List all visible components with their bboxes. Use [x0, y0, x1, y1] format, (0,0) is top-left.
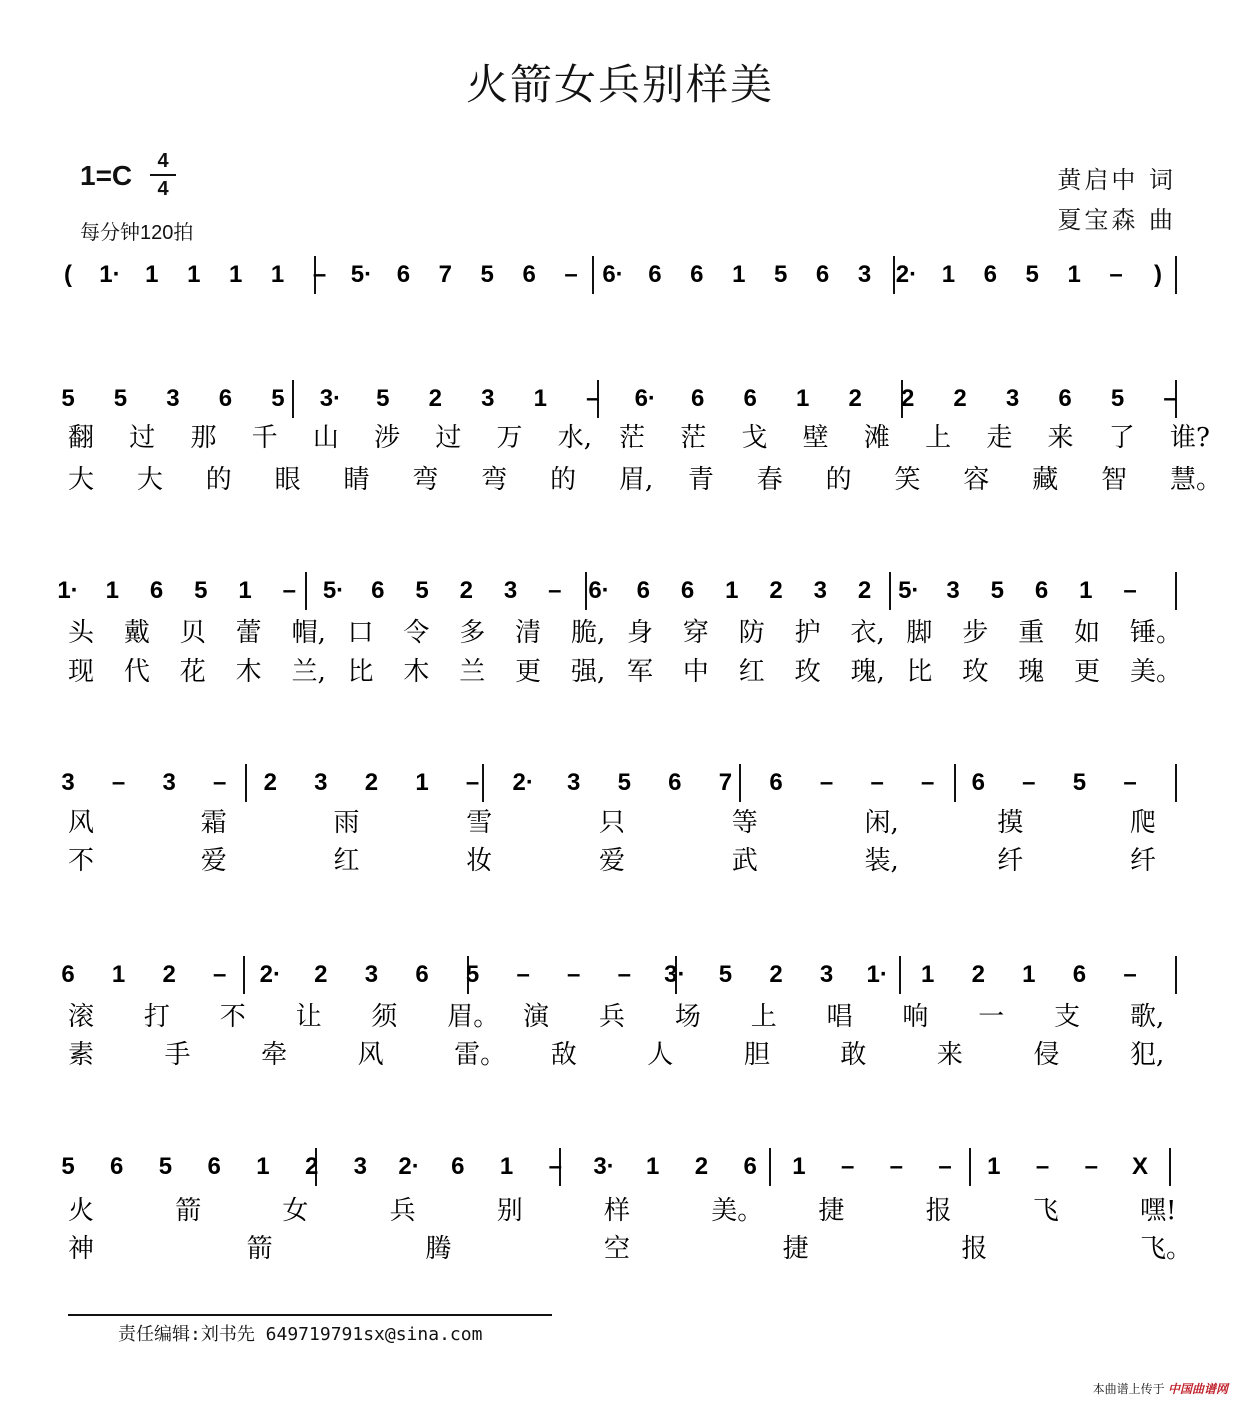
- lyric-verse1: 山: [312, 423, 339, 453]
- jianpu-note: 2: [364, 769, 379, 796]
- lyric-verse1: 不: [219, 1002, 246, 1032]
- jianpu-note: 2: [953, 385, 967, 412]
- jianpu-note: 1: [105, 577, 119, 604]
- jianpu-note: –: [465, 769, 480, 796]
- jianpu-note: 6: [451, 1153, 465, 1180]
- tempo-marking: 每分钟120拍: [80, 222, 194, 244]
- jianpu-note: 1: [792, 1153, 806, 1180]
- jianpu-note: 6: [690, 261, 704, 288]
- jianpu-note: –: [213, 769, 227, 796]
- jianpu-note: 6: [769, 769, 783, 796]
- lyric-verse2: 眉,: [619, 465, 654, 495]
- lyric-verse1: 令: [403, 618, 430, 648]
- jianpu-note: 6·: [602, 261, 624, 288]
- jianpu-note: 3·: [593, 1153, 615, 1180]
- lyric-verse2: 春: [756, 465, 783, 495]
- jianpu-note: ): [1154, 261, 1162, 288]
- jianpu-note: 3: [61, 769, 75, 796]
- lyric-verse1: 女: [282, 1196, 309, 1226]
- jianpu-note: 5: [1072, 769, 1087, 796]
- jianpu-note: 1: [499, 1153, 514, 1180]
- jianpu-note: 5: [194, 577, 208, 604]
- jianpu-note: 5·: [350, 261, 373, 288]
- lyric-verse2: 比: [347, 657, 374, 687]
- score-system-4: [61, 764, 1176, 876]
- jianpu-note: 1: [987, 1153, 1001, 1180]
- lyric-verse1: 摸: [997, 808, 1024, 838]
- lyric-verse1: 脆,: [571, 618, 606, 648]
- jianpu-note: 1: [415, 769, 429, 796]
- jianpu-note: 2: [263, 769, 277, 796]
- jianpu-note: 1: [187, 261, 201, 288]
- lyric-verse1: 霜: [200, 808, 227, 838]
- lyric-verse1: 多: [459, 618, 486, 648]
- jianpu-note: 3: [1005, 385, 1020, 412]
- lyric-verse1: 防: [738, 618, 765, 648]
- lyric-verse1: 场: [674, 1002, 701, 1032]
- jianpu-note: 6: [636, 577, 650, 604]
- jianpu-note: –: [921, 769, 935, 796]
- jianpu-note: 2: [304, 1153, 319, 1180]
- jianpu-note: –: [617, 961, 631, 988]
- lyric-verse2: 更: [515, 657, 542, 687]
- lyric-verse2: 人: [647, 1040, 674, 1070]
- lyricist-credit: 黄启中 词: [1057, 166, 1176, 194]
- jianpu-note: 6: [207, 1153, 221, 1180]
- jianpu-note: –: [282, 577, 296, 604]
- lyric-verse2: 的: [825, 465, 852, 495]
- lyric-verse1: 戴: [123, 618, 150, 648]
- lyric-verse1: 脚: [906, 618, 933, 648]
- jianpu-note: –: [548, 1153, 562, 1180]
- lyric-verse1: 衣,: [850, 618, 885, 648]
- lyric-verse2: 笑: [894, 465, 921, 495]
- lyric-verse1: 滚: [68, 1002, 95, 1032]
- jianpu-note: 6: [743, 385, 757, 412]
- jianpu-note: 1: [229, 261, 243, 288]
- lyric-verse1: 蕾: [235, 618, 262, 648]
- key-signature: 1=C: [80, 160, 133, 191]
- lyric-verse1: 一: [978, 1002, 1005, 1032]
- jianpu-note: 3: [481, 385, 495, 412]
- jianpu-note: –: [840, 1153, 855, 1180]
- jianpu-note: 6: [396, 261, 411, 288]
- lyric-verse2: 侵: [1033, 1040, 1060, 1070]
- lyric-verse2: 红: [333, 846, 360, 876]
- jianpu-note: 3: [162, 769, 176, 796]
- jianpu-note: –: [312, 261, 327, 288]
- footer-rule: [68, 1314, 552, 1316]
- jianpu-note: 2: [848, 385, 862, 412]
- jianpu-note: 6: [1058, 385, 1072, 412]
- score-system-5: [61, 956, 1176, 1070]
- jianpu-note: 6: [1072, 961, 1087, 988]
- jianpu-note: 1: [1079, 577, 1093, 604]
- lyric-verse1: 锤。: [1130, 618, 1183, 648]
- lyric-verse2: 智: [1101, 465, 1128, 495]
- jianpu-note: –: [567, 961, 581, 988]
- lyric-verse1: 唱: [826, 1002, 853, 1032]
- jianpu-note: 6: [1034, 577, 1049, 604]
- jianpu-note: –: [889, 1153, 904, 1180]
- jianpu-note: 7: [718, 769, 733, 796]
- lyric-verse1: 风: [68, 808, 95, 838]
- lyric-verse1: 上: [750, 1002, 777, 1032]
- jianpu-note: 5: [774, 261, 788, 288]
- jianpu-note: 1: [725, 577, 739, 604]
- lyric-verse2: 美。: [1130, 657, 1183, 687]
- lyric-verse1: 报: [925, 1196, 952, 1226]
- lyric-verse1: 打: [143, 1002, 170, 1032]
- time-signature-bottom: 4: [157, 178, 169, 200]
- editor-credit: 责任编辑:刘书先 649719791sx@sina.com: [118, 1324, 483, 1345]
- jianpu-note: 1: [111, 961, 126, 988]
- jianpu-note: 2·: [512, 769, 534, 796]
- score-system-1: [64, 256, 1176, 294]
- lyric-verse2: 报: [961, 1234, 988, 1264]
- lyric-verse2: 现: [68, 657, 95, 687]
- lyric-verse2: 纤: [997, 846, 1024, 876]
- lyric-verse1: 茫: [680, 423, 707, 453]
- jianpu-note: 6: [522, 261, 536, 288]
- jianpu-note: 2: [459, 577, 473, 604]
- lyric-verse1: 眉。: [447, 1002, 500, 1032]
- jianpu-note: 3: [946, 577, 960, 604]
- jianpu-note: –: [1084, 1153, 1098, 1180]
- lyric-verse1: 那: [190, 423, 217, 453]
- jianpu-note: 3: [857, 261, 872, 288]
- lyric-verse1: 雪: [466, 808, 493, 838]
- lyric-verse1: 嘿!: [1140, 1196, 1177, 1226]
- jianpu-note: 5: [465, 961, 480, 988]
- lyric-verse2: 妆: [466, 846, 493, 876]
- lyric-verse1: 闲,: [864, 808, 899, 838]
- jianpu-note: 1: [921, 961, 935, 988]
- jianpu-note: 1: [646, 1153, 660, 1180]
- jianpu-note: 5: [415, 577, 429, 604]
- lyric-verse1: 戈: [741, 423, 768, 453]
- jianpu-note: (: [64, 261, 72, 288]
- time-signature-top: 4: [157, 150, 169, 172]
- jianpu-note: 1: [941, 261, 956, 288]
- jianpu-note: 1: [145, 261, 159, 288]
- jianpu-note: 1: [1067, 261, 1081, 288]
- jianpu-note: 2: [769, 961, 783, 988]
- lyric-verse1: 口: [347, 618, 374, 648]
- lyric-verse1: 身: [626, 618, 653, 648]
- lyric-verse1: 过: [129, 423, 156, 453]
- jianpu-note: 2: [428, 385, 443, 412]
- lyric-verse1: 兵: [389, 1196, 416, 1226]
- jianpu-note: –: [548, 577, 562, 604]
- lyric-verse1: 翻: [68, 423, 95, 453]
- jianpu-note: –: [1035, 1153, 1050, 1180]
- lyric-verse1: 千: [251, 423, 278, 453]
- lyric-verse1: 美。: [711, 1196, 764, 1226]
- lyric-verse2: 来: [936, 1040, 963, 1070]
- jianpu-note: –: [1022, 769, 1036, 796]
- lyric-verse2: 弯: [412, 465, 439, 495]
- lyric-verse2: 胆: [743, 1040, 770, 1070]
- jianpu-note: –: [1163, 385, 1177, 412]
- jianpu-note: 2: [769, 577, 783, 604]
- site-logo: 中国曲谱网: [1167, 1382, 1228, 1396]
- lyric-verse1: 茫: [619, 423, 646, 453]
- lyric-verse1: 爬: [1130, 808, 1157, 838]
- jianpu-note: 3: [503, 577, 518, 604]
- jianpu-note: 3·: [319, 385, 342, 412]
- lyric-verse2: 强,: [571, 657, 606, 687]
- lyric-verse2: 军: [626, 657, 653, 687]
- lyric-verse2: 爱: [599, 846, 626, 876]
- jianpu-note: X: [1131, 1153, 1149, 1180]
- jianpu-note: 6·: [588, 577, 610, 604]
- lyric-verse2: 慧。: [1170, 465, 1223, 495]
- jianpu-note: 1: [256, 1153, 270, 1180]
- lyric-verse2: 花: [179, 657, 206, 687]
- jianpu-note: 1: [270, 261, 285, 288]
- lyric-verse1: 飞: [1032, 1196, 1059, 1226]
- jianpu-note: 5·: [322, 577, 345, 604]
- jianpu-note: 5: [718, 961, 733, 988]
- lyric-verse1: 如: [1074, 618, 1101, 648]
- jianpu-note: 6: [149, 577, 164, 604]
- lyric-verse1: 头: [68, 618, 95, 648]
- lyric-verse2: 风: [357, 1040, 384, 1070]
- jianpu-note: 5: [113, 385, 128, 412]
- lyric-verse1: 滩: [863, 423, 890, 453]
- jianpu-note: –: [938, 1153, 952, 1180]
- jianpu-note: 1: [795, 385, 810, 412]
- jianpu-note: 6: [680, 577, 695, 604]
- lyric-verse1: 贝: [179, 618, 206, 648]
- jianpu-note: 2: [971, 961, 985, 988]
- lyric-verse2: 玫: [794, 657, 821, 687]
- jianpu-note: 5: [617, 769, 631, 796]
- lyric-verse2: 容: [963, 465, 990, 495]
- lyric-verse2: 纤: [1130, 846, 1157, 876]
- jianpu-note: 3: [364, 961, 379, 988]
- lyric-verse2: 箭: [246, 1234, 273, 1264]
- lyric-verse2: 大: [68, 465, 95, 495]
- jianpu-note: 3: [353, 1153, 368, 1180]
- jianpu-note: 3·: [664, 961, 686, 988]
- jianpu-note: –: [1123, 769, 1137, 796]
- lyric-verse2: 神: [68, 1234, 95, 1264]
- lyric-verse2: 大: [136, 465, 163, 495]
- lyric-verse2: 弯: [481, 465, 508, 495]
- lyric-verse2: 更: [1074, 657, 1101, 687]
- lyric-verse1: 箭: [175, 1196, 202, 1226]
- jianpu-note: 1: [1022, 961, 1036, 988]
- jianpu-note: 5·: [898, 577, 920, 604]
- jianpu-note: 5: [61, 385, 75, 412]
- lyric-verse1: 来: [1047, 423, 1074, 453]
- lyric-verse2: 敢: [840, 1040, 867, 1070]
- lyric-verse2: 青: [687, 465, 714, 495]
- lyric-verse2: 睛: [343, 465, 370, 495]
- jianpu-note: 5: [376, 385, 390, 412]
- lyric-verse2: 犯,: [1130, 1040, 1165, 1070]
- jianpu-note: 1: [732, 261, 746, 288]
- lyric-verse2: 敌: [550, 1040, 577, 1070]
- score-system-2: [61, 380, 1222, 495]
- jianpu-note: 6: [668, 769, 682, 796]
- jianpu-note: 1·: [99, 261, 121, 288]
- jianpu-note: 2: [900, 385, 915, 412]
- jianpu-note: 6: [415, 961, 429, 988]
- lyric-verse1: 步: [962, 618, 989, 648]
- jianpu-note: 6: [815, 261, 830, 288]
- jianpu-note: –: [870, 769, 884, 796]
- jianpu-note: –: [1123, 577, 1137, 604]
- jianpu-note: 5: [271, 385, 285, 412]
- lyric-verse1: 水,: [557, 423, 593, 453]
- lyric-verse1: 过: [435, 423, 462, 453]
- lyric-verse2: 比: [906, 657, 933, 687]
- score-system-6: [61, 1148, 1192, 1264]
- lyric-verse2: 木: [403, 657, 430, 687]
- lyric-verse2: 素: [68, 1040, 95, 1070]
- lyric-verse2: 手: [164, 1040, 191, 1070]
- lyric-verse1: 帽,: [291, 618, 326, 648]
- lyric-verse1: 了: [1108, 423, 1135, 453]
- jianpu-note: 3: [166, 385, 180, 412]
- upload-prefix: 本曲谱上传于: [1092, 1382, 1165, 1396]
- jianpu-note: –: [111, 769, 126, 796]
- lyric-verse1: 捷: [818, 1196, 845, 1226]
- jianpu-note: 6·: [634, 385, 656, 412]
- jianpu-note: –: [564, 261, 578, 288]
- lyric-verse1: 样: [604, 1196, 631, 1226]
- jianpu-note: 6: [61, 961, 75, 988]
- lyric-verse1: 演: [523, 1002, 550, 1032]
- jianpu-note: 2: [314, 961, 328, 988]
- lyric-verse2: 中: [682, 657, 709, 687]
- jianpu-note: 2·: [259, 961, 281, 988]
- jianpu-note: 1: [533, 385, 547, 412]
- lyric-verse1: 重: [1018, 618, 1045, 648]
- jianpu-note: 6: [371, 577, 385, 604]
- jianpu-note: –: [819, 769, 834, 796]
- lyric-verse2: 藏: [1032, 465, 1059, 495]
- lyric-verse1: 让: [295, 1002, 322, 1032]
- lyric-verse2: 兰: [459, 657, 486, 687]
- jianpu-note: 3: [813, 577, 827, 604]
- composer-credit: 夏宝森 曲: [1057, 206, 1176, 234]
- lyric-verse1: 等: [731, 808, 758, 838]
- jianpu-note: 2: [162, 961, 176, 988]
- jianpu-note: 5: [1110, 385, 1125, 412]
- jianpu-note: 5: [480, 261, 494, 288]
- lyric-verse2: 玫: [962, 657, 989, 687]
- lyric-verse2: 瑰,: [850, 657, 885, 687]
- lyric-verse2: 眼: [274, 465, 301, 495]
- jianpu-note: –: [213, 961, 227, 988]
- lyric-verse2: 兰,: [291, 657, 326, 687]
- jianpu-note: 6: [110, 1153, 124, 1180]
- lyric-verse1: 穿: [682, 618, 709, 648]
- jianpu-note: 3: [314, 769, 328, 796]
- lyric-verse1: 响: [902, 1002, 929, 1032]
- lyric-verse2: 空: [604, 1234, 631, 1264]
- lyric-verse1: 雨: [333, 808, 360, 838]
- lyric-verse2: 代: [123, 657, 150, 687]
- score-system-3: [57, 572, 1182, 687]
- lyric-verse1: 别: [496, 1196, 523, 1226]
- lyric-verse2: 装,: [864, 846, 899, 876]
- lyric-verse2: 雷。: [454, 1040, 507, 1070]
- lyric-verse2: 的: [550, 465, 577, 495]
- lyric-verse1: 兵: [599, 1002, 626, 1032]
- lyric-verse2: 红: [738, 657, 765, 687]
- jianpu-note: 7: [438, 261, 452, 288]
- jianpu-note: 5: [990, 577, 1004, 604]
- jianpu-note: 2·: [895, 261, 918, 288]
- lyric-verse2: 的: [205, 465, 232, 495]
- lyric-verse1: 谁?: [1170, 423, 1210, 453]
- jianpu-note: 2: [857, 577, 872, 604]
- lyric-verse1: 涉: [374, 423, 401, 453]
- lyric-verse2: 飞。: [1140, 1234, 1193, 1264]
- jianpu-note: 3: [567, 769, 581, 796]
- lyric-verse2: 瑰: [1018, 657, 1045, 687]
- lyric-verse1: 壁: [802, 423, 829, 453]
- lyric-verse1: 火: [68, 1196, 95, 1226]
- lyric-verse1: 万: [496, 423, 523, 453]
- lyric-verse2: 牵: [261, 1040, 288, 1070]
- jianpu-note: 6: [971, 769, 985, 796]
- jianpu-note: 5: [1025, 261, 1039, 288]
- jianpu-note: 6: [743, 1153, 757, 1180]
- jianpu-note: 5: [158, 1153, 173, 1180]
- jianpu-note: 6: [983, 261, 997, 288]
- jianpu-note: 1: [238, 577, 252, 604]
- jianpu-note: 1·: [866, 961, 888, 988]
- lyric-verse1: 支: [1054, 1002, 1081, 1032]
- lyric-verse1: 只: [599, 808, 626, 838]
- lyric-verse1: 走: [986, 423, 1013, 453]
- lyric-verse2: 爱: [200, 846, 227, 876]
- lyric-verse2: 捷: [782, 1234, 809, 1264]
- jianpu-note: 6: [218, 385, 233, 412]
- jianpu-note: –: [1123, 961, 1137, 988]
- jianpu-note: 3: [819, 961, 834, 988]
- song-title: 火箭女兵别样美: [465, 60, 774, 109]
- upload-note: [1093, 1380, 1228, 1397]
- lyric-verse1: 须: [371, 1002, 398, 1032]
- lyric-verse2: 不: [68, 846, 95, 876]
- lyric-verse2: 武: [731, 846, 758, 876]
- lyric-verse1: 歌,: [1130, 1002, 1165, 1032]
- jianpu-note: 2: [694, 1153, 709, 1180]
- lyric-verse1: 护: [794, 618, 821, 648]
- jianpu-note: 6: [691, 385, 705, 412]
- jianpu-note: –: [1109, 261, 1123, 288]
- lyric-verse1: 上: [925, 423, 952, 453]
- jianpu-note: 5: [61, 1153, 75, 1180]
- jianpu-note: 1·: [57, 577, 79, 604]
- jianpu-note: –: [586, 385, 600, 412]
- jianpu-note: 2·: [398, 1153, 420, 1180]
- jianpu-note: –: [516, 961, 530, 988]
- score-systems: [57, 256, 1222, 1264]
- jianpu-note: 6: [648, 261, 662, 288]
- lyric-verse2: 木: [235, 657, 262, 687]
- lyric-verse1: 清: [515, 618, 542, 648]
- lyric-verse2: 腾: [425, 1234, 452, 1264]
